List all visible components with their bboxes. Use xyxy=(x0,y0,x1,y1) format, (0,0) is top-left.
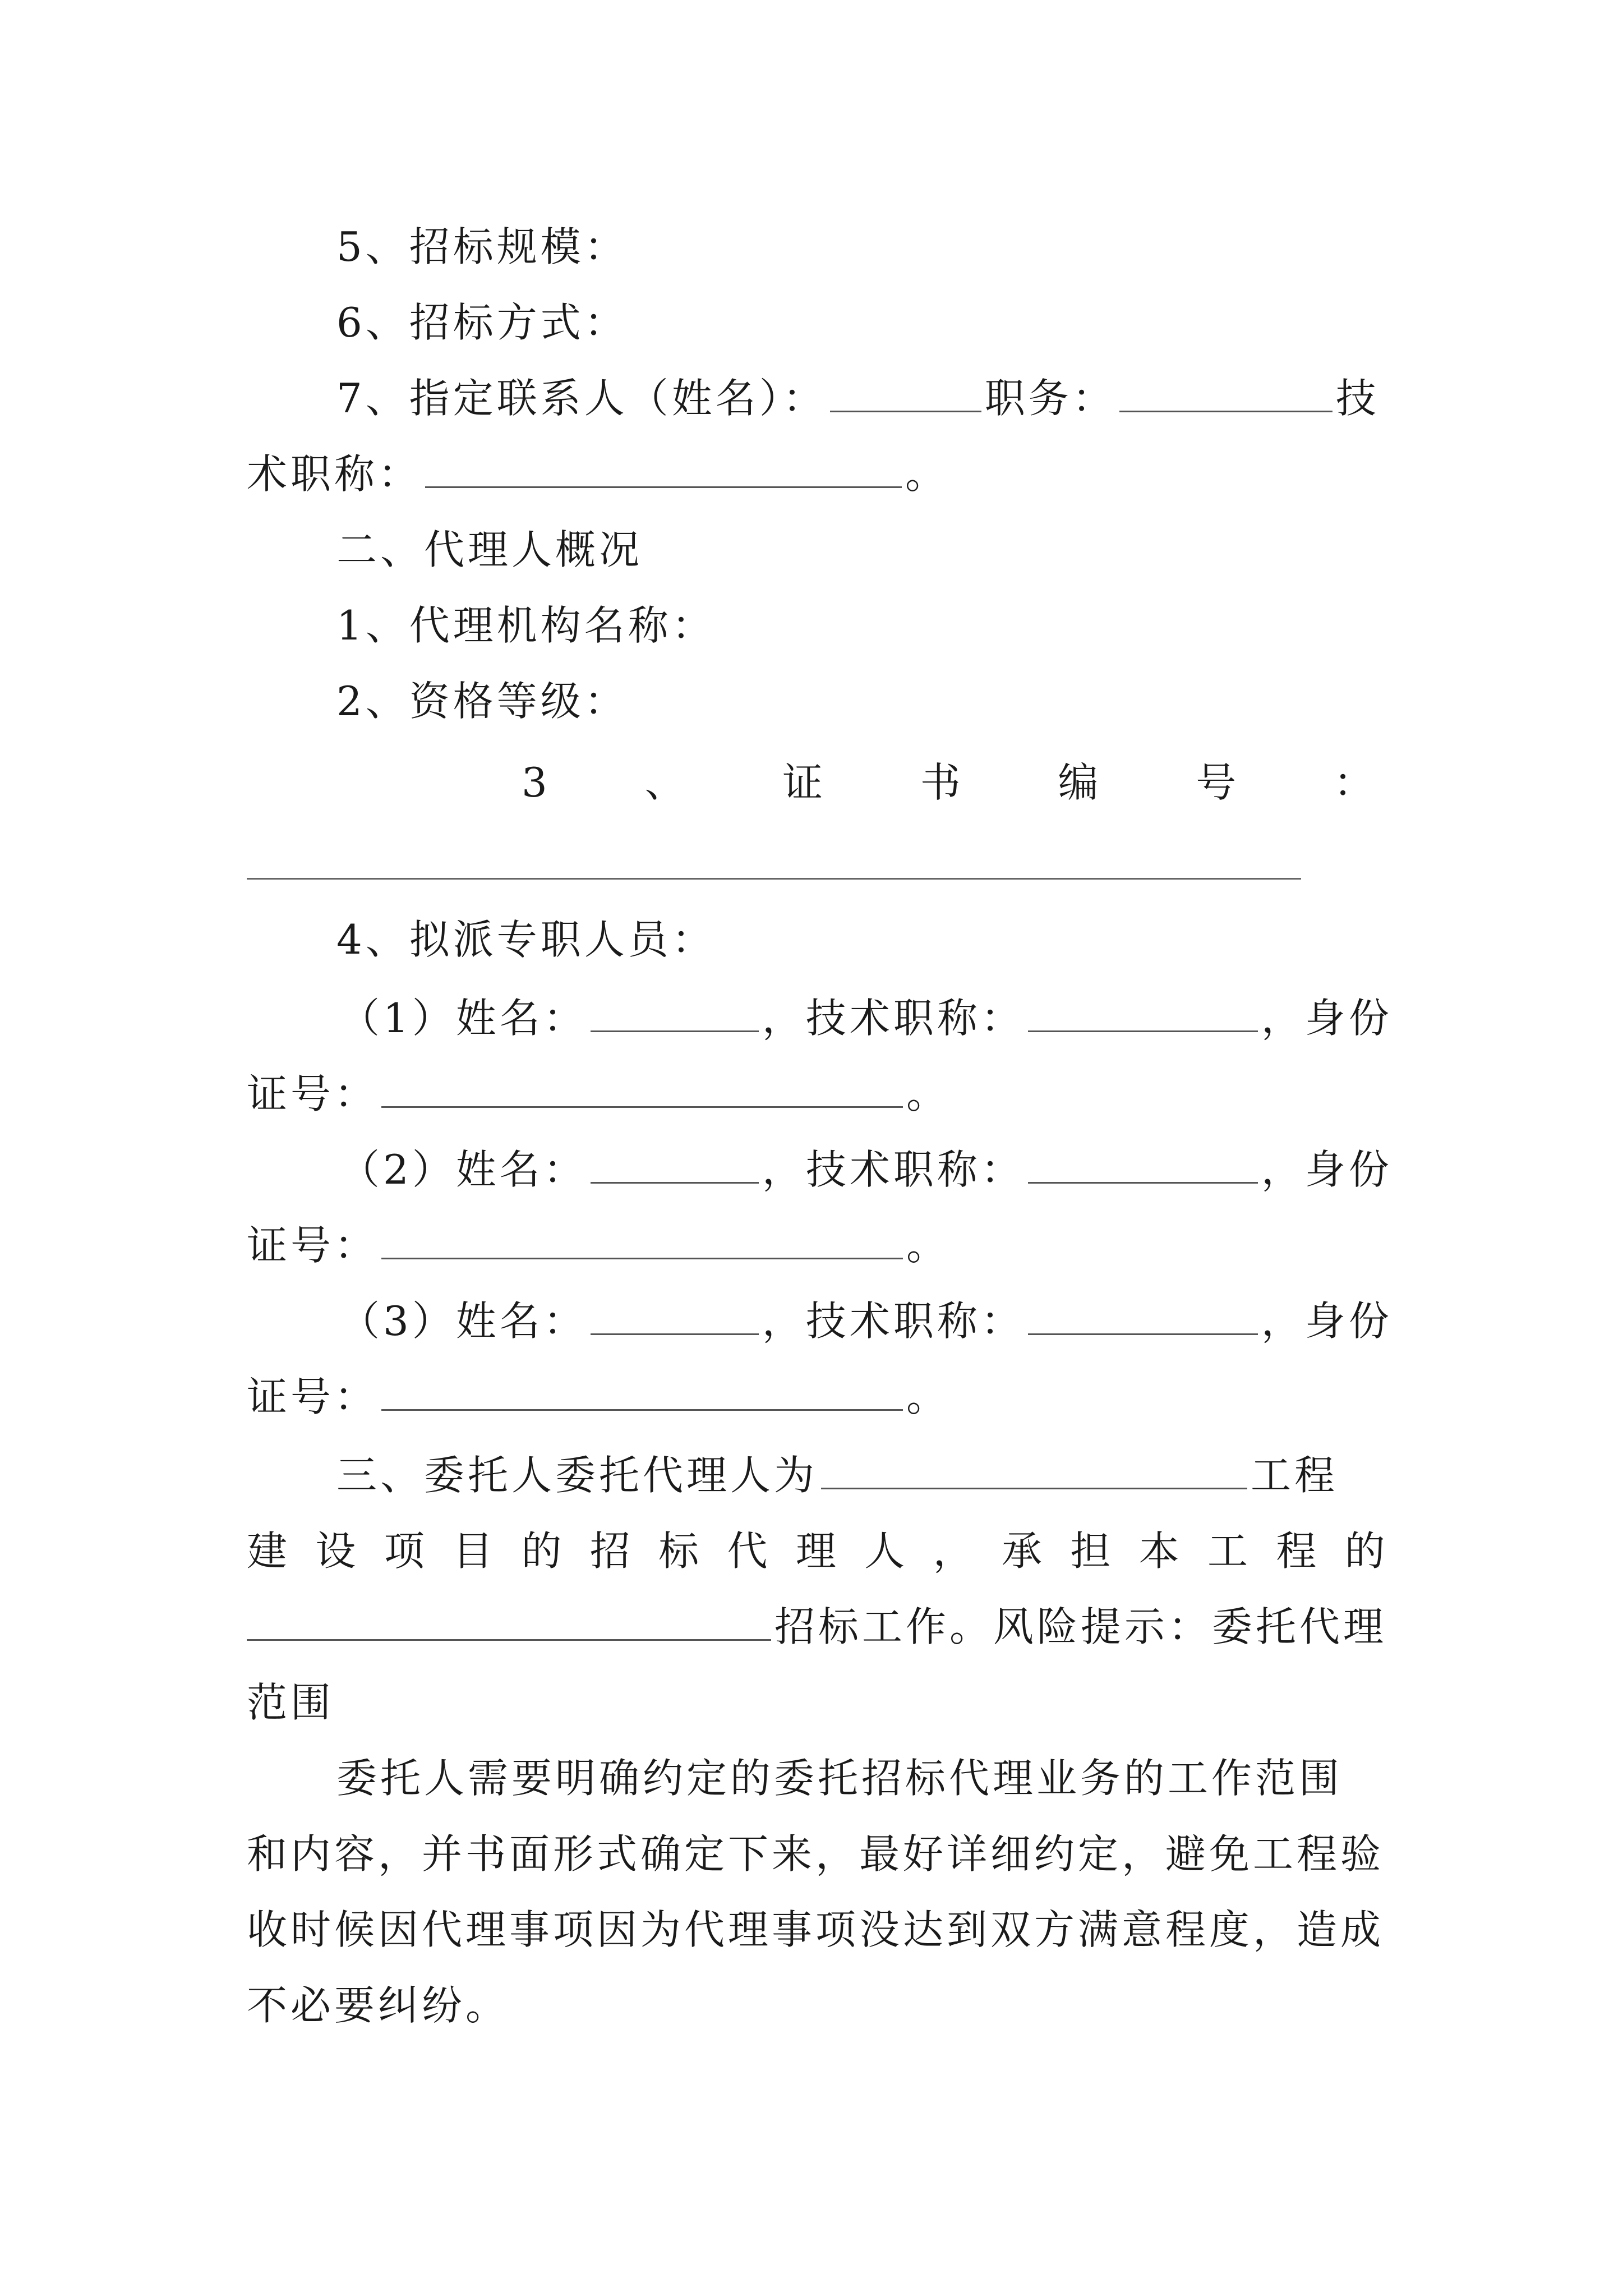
text: （3）姓名： xyxy=(339,1297,587,1345)
item-assigned-staff xyxy=(336,900,1385,979)
item-contact-person xyxy=(336,359,1385,438)
staff-3-title-blank[interactable] xyxy=(1028,1300,1258,1335)
risk-note-line-1 xyxy=(336,1739,1385,1818)
staff-2-title-blank[interactable] xyxy=(1028,1148,1258,1184)
text: 的 xyxy=(521,1527,562,1575)
entrustment-line-4 xyxy=(247,1663,1385,1742)
staff-1-name-blank[interactable] xyxy=(591,997,759,1032)
text: 。 xyxy=(905,450,949,498)
text: 号 xyxy=(1196,759,1237,806)
contact-title-blank[interactable] xyxy=(425,453,902,488)
text: 收时候因代理事项因为代理事项没达到双方满意程度，造成 xyxy=(247,1906,1385,1953)
text: 6、招标方式： xyxy=(336,299,628,346)
text: ： xyxy=(1333,759,1374,806)
text: 术职称： xyxy=(247,450,422,498)
text: 三、委托人委托代理人为 xyxy=(336,1452,818,1499)
text: ，身份 xyxy=(1261,1297,1393,1345)
text: 承 xyxy=(1001,1527,1042,1575)
text: 二、代理人概况 xyxy=(336,526,643,573)
staff-2-name-blank[interactable] xyxy=(591,1148,759,1184)
text: 证号： xyxy=(247,1222,379,1269)
text: 项 xyxy=(384,1527,425,1575)
text: 的 xyxy=(1344,1527,1385,1575)
text: 招标工作。风险提示：委托代理 xyxy=(774,1603,1387,1650)
text: 。 xyxy=(906,1373,951,1420)
staff-3-name-blank[interactable] xyxy=(591,1300,759,1335)
risk-note-line-4 xyxy=(247,1966,1385,2045)
text: 范围 xyxy=(247,1679,335,1726)
risk-note-line-2 xyxy=(247,1815,1385,1893)
staff-2-id-blank[interactable] xyxy=(381,1224,903,1259)
text: 标 xyxy=(658,1527,699,1575)
bid-scope-blank[interactable] xyxy=(247,1605,771,1641)
item-certificate-number xyxy=(522,743,1374,822)
text: 目 xyxy=(453,1527,494,1575)
text: 工 xyxy=(1207,1527,1248,1575)
text: 技 xyxy=(1335,375,1380,422)
text: 委托人需要明确约定的委托招标代理业务的工作范围 xyxy=(336,1755,1343,1802)
text: 。 xyxy=(906,1070,951,1117)
section-agent-overview xyxy=(336,510,1385,589)
text: （1）姓名： xyxy=(339,995,587,1042)
contact-name-blank[interactable] xyxy=(830,377,981,412)
text: 和内容，并书面形式确定下来，最好详细约定，避免工程验 xyxy=(247,1830,1385,1878)
section-entrustment xyxy=(336,1436,1385,1515)
text: 职务： xyxy=(984,375,1116,422)
text: 设 xyxy=(315,1527,356,1575)
text: 人 xyxy=(864,1527,905,1575)
staff-1-id-blank[interactable] xyxy=(381,1073,903,1108)
text: 证号： xyxy=(247,1070,379,1117)
text: 4、拟派专职人员： xyxy=(336,916,716,963)
text: 2、资格等级： xyxy=(336,678,628,725)
text: ，技术职称： xyxy=(762,1146,1025,1193)
text: 3 xyxy=(522,759,547,806)
text: （2）姓名： xyxy=(339,1146,587,1193)
item-bid-scale xyxy=(336,208,1385,286)
text: 不必要纠纷。 xyxy=(247,1982,510,2029)
text: ， xyxy=(933,1527,974,1575)
text: 1、代理机构名称： xyxy=(336,602,716,649)
project-name-blank[interactable] xyxy=(821,1454,1247,1489)
staff-1-row xyxy=(339,979,1393,1057)
entrustment-line-3 xyxy=(247,1588,1385,1666)
text: 证号： xyxy=(247,1373,379,1420)
text: ，技术职称： xyxy=(762,1297,1025,1345)
text: 书 xyxy=(920,759,961,806)
text: 程 xyxy=(1276,1527,1317,1575)
item-agency-name xyxy=(336,586,1385,665)
text: 工程 xyxy=(1251,1452,1339,1499)
staff-3-row xyxy=(339,1282,1393,1360)
text: 证 xyxy=(782,759,823,806)
text: 担 xyxy=(1070,1527,1111,1575)
contact-position-blank[interactable] xyxy=(1119,377,1332,412)
risk-note-line-3 xyxy=(247,1890,1385,1969)
staff-1-id-row xyxy=(247,1055,1385,1133)
text: 编 xyxy=(1058,759,1099,806)
staff-3-id-row xyxy=(247,1358,1385,1436)
text: 、 xyxy=(644,759,685,806)
text: 招 xyxy=(589,1527,630,1575)
staff-1-title-blank[interactable] xyxy=(1028,997,1258,1032)
text: ，技术职称： xyxy=(762,995,1025,1042)
text: 建 xyxy=(247,1527,288,1575)
text: ，身份 xyxy=(1261,1146,1393,1193)
item-bid-method xyxy=(336,283,1385,362)
text: 本 xyxy=(1138,1527,1179,1575)
staff-2-id-row xyxy=(247,1206,1385,1285)
text: 5、招标规模： xyxy=(336,223,628,270)
item-contact-title xyxy=(247,435,1385,513)
entrustment-line-2 xyxy=(247,1512,1385,1590)
staff-2-row xyxy=(339,1130,1393,1209)
text: 。 xyxy=(906,1222,951,1269)
text: ，身份 xyxy=(1261,995,1393,1042)
staff-3-id-blank[interactable] xyxy=(381,1375,903,1411)
text: 7、指定联系人（姓名）： xyxy=(336,375,827,422)
text: 代 xyxy=(727,1527,768,1575)
item-qualification xyxy=(336,662,1385,740)
certificate-number-blank[interactable] xyxy=(247,878,1301,880)
text: 理 xyxy=(795,1527,836,1575)
